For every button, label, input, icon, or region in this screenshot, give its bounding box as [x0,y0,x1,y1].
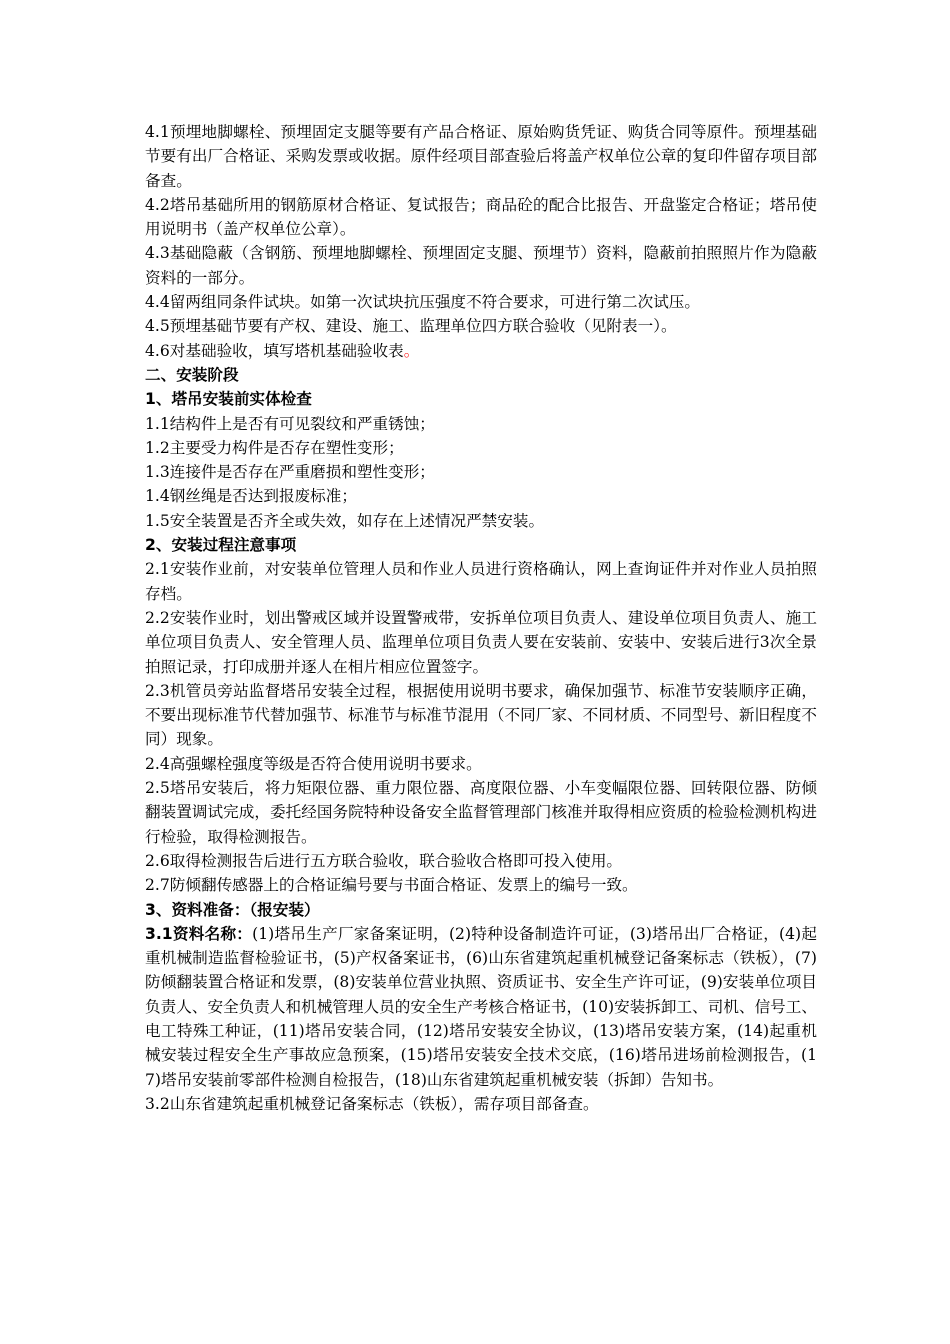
list-item: 1.3连接件是否存在严重磨损和塑性变形； [145,463,435,482]
list-item: 2.3机管员旁站监督塔吊安装全过程，根据使用说明书要求，确保加强节、标准节安装顺序正确，不要出现标准节代替加强节、标准节与标准节混用（不同厂家、不同材质、不同型号、新旧程度不同）现象。 [145,681,817,749]
paragraph-3-1 [145,922,817,1092]
paragraph-4-2: 4.2塔吊基础所用的钢筋原材合格证、复试报告；商品砼的配合比报告、开盘鉴定合格证；塔吊使用说明书（盖产权单位公章）。 [145,195,817,239]
sub3-heading: 3、资料准备：（报安装） [145,900,320,919]
paragraph-4-6-text: 4.6对基础验收，填写塔机基础验收表 [145,341,404,360]
paragraph-3-1-lead: 3.1资料名称： [145,924,253,943]
list-item: 2.1安装作业前，对安装单位管理人员和作业人员进行资格确认，网上查询证件并对作业人员拍照存档。 [145,560,817,603]
list-item: 1.5安全装置是否齐全或失效，如存在上述情况严禁安装。 [145,511,545,530]
list-item: 2.4高强螺栓强度等级是否符合使用说明书要求。 [145,754,482,773]
paragraph-3-2: 3.2山东省建筑起重机械登记备案标志（铁板），需存项目部备查。 [145,1094,599,1113]
list-item: 1.2主要受力构件是否存在塑性变形； [145,438,404,457]
list-item: 2.7防倾翻传感器上的合格证编号要与书面合格证、发票上的编号一致。 [145,876,638,895]
paragraph-4-6 [145,339,817,363]
paragraph-4-3: 4.3基础隐蔽（含钢筋、预埋地脚螺栓、预埋固定支腿、预埋节）资料，隐蔽前拍照照片作为隐蔽资料的一部分。 [145,244,817,287]
paragraph-4-4: 4.4留两组同条件试块。如第一次试块抗压强度不符合要求，可进行第二次试压。 [145,293,700,312]
stage-2-heading: 二、安装阶段 [145,365,239,384]
document-body [145,120,817,1116]
paragraph-3-1-text: (1)塔吊生产厂家备案证明，(2)特种设备制造许可证，(3)塔吊出厂合格证，(4)起重机械制造监督检验证书，(5)产权备案证书，(6)山东省建筑起重机械登记备案标志（铁板），(7)防倾翻装置合格证和发票，(8)安装单位营业执照、资质证书、安全生产许可证，(9)安装单位项目负责人、安全负责人和机械管理人员的安全生产考核合格证书，(10)安装拆卸工、司机、信号工、电工特殊工种证，(11)塔吊安装合同，(12)塔吊安装安全协议，(13)塔吊安装方案，(14)起重机械安装过程安全生产事故应急预案，(15)塔吊安装安全技术交底，(16)塔吊进场前检测报告，(17)塔吊安装前零部件检测自检报告，(18)山东省建筑起重机械安装（拆卸）告知书。 [145,924,817,1089]
paragraph-4-5: 4.5预埋基础节要有产权、建设、施工、监理单位四方联合验收（见附表一）。 [145,317,677,336]
sub2-heading: 2、安装过程注意事项 [145,536,297,555]
list-item: 2.6取得检测报告后进行五方联合验收，联合验收合格即可投入使用。 [145,851,623,870]
list-item: 2.2安装作业时，划出警戒区域并设置警戒带，安拆单位项目负责人、建设单位项目负责人、施工单位项目负责人、安全管理人员、监理单位项目负责人要在安装前、安装中、安装后进行3次全景拍照记录，打印成册并逐人在相片相应位置签字。 [145,608,817,676]
list-item: 2.5塔吊安装后，将力矩限位器、重力限位器、高度限位器、小车变幅限位器、回转限位器、防倾翻装置调试完成，委托经国务院特种设备安全监督管理部门核准并取得相应资质的检验检测机构进行检验，取得检测报告。 [145,779,817,846]
paragraph-4-1: 4.1预埋地脚螺栓、预埋固定支腿等要有产品合格证、原始购货凭证、购货合同等原件。预埋基础节要有出厂合格证、采购发票或收据。原件经项目部查验后将盖产权单位公章的复印件留存项目部备查。 [145,123,817,190]
sub1-heading: 1、塔吊安装前实体检查 [145,390,312,409]
list-item: 1.1结构件上是否有可见裂纹和严重锈蚀； [145,414,435,433]
paragraph-4-6-mark: 。 [403,341,420,360]
list-item: 1.4钢丝绳是否达到报废标准； [145,487,357,506]
